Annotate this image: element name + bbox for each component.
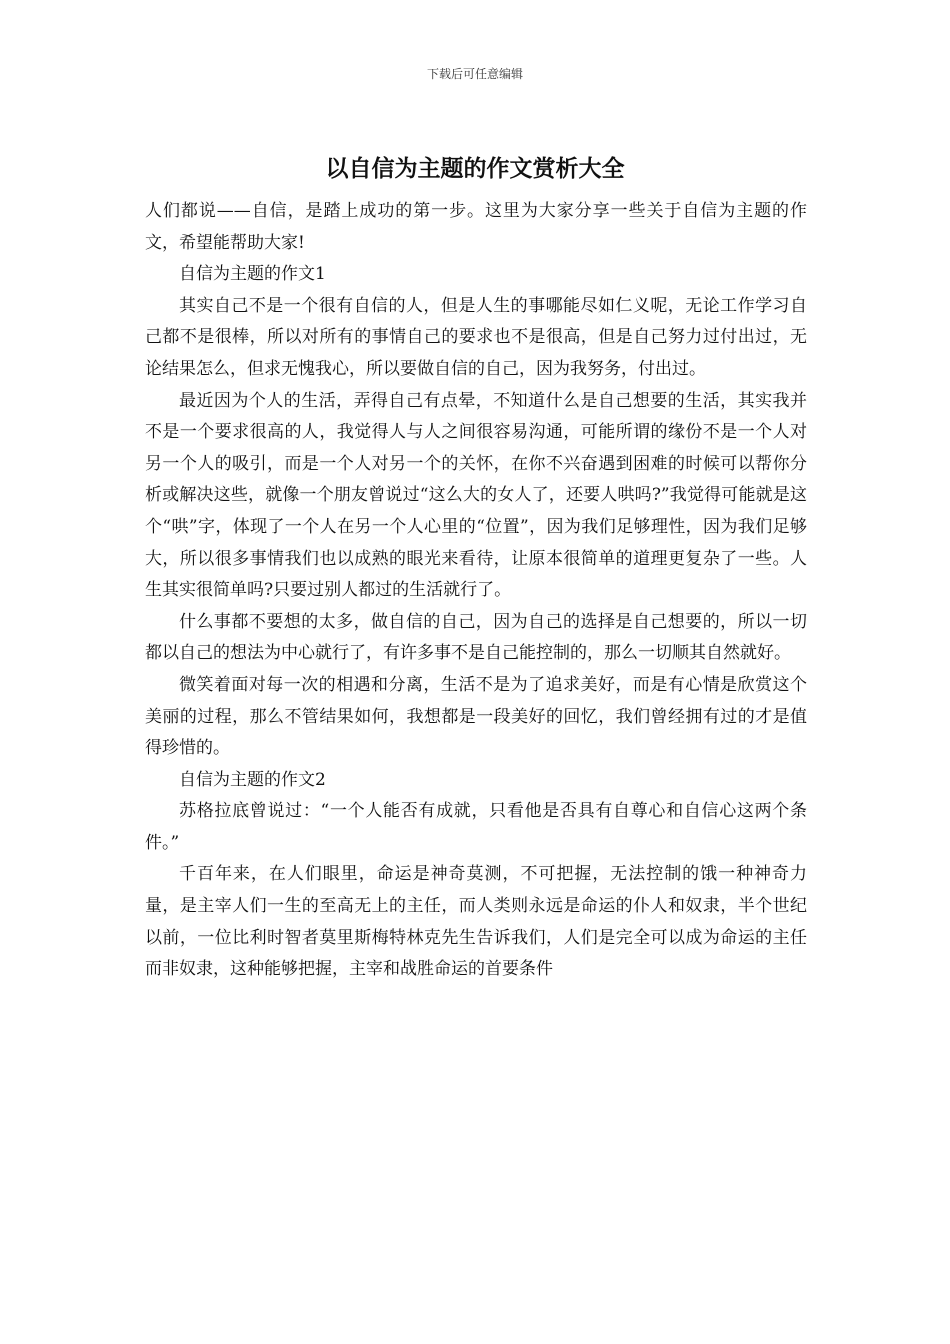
section-heading-2: 自信为主题的作文2 — [179, 769, 326, 790]
paragraph: 其实自己不是一个很有自信的人，但是人生的事哪能尽如仁义呢，无论工作学习自己都不是很棒，所以对所有的事情自己的要求也不是很高，但是自己努力过付出过，无论结果怎么，但求无愧我心，所以要做自信的自己，因为我努务，付出过。 — [145, 295, 807, 379]
document-title: 以自信为主题的作文赏析大全 — [325, 155, 625, 182]
document-body — [145, 196, 807, 986]
paragraph: 苏格拉底曾说过：“一个人能否有成就，只看他是否具有自尊心和自信心这两个条件。” — [145, 801, 807, 853]
paragraph: 什么事都不要想的太多，做自信的自己，因为自己的选择是自己想要的，所以一切都以自己的想法为中心就行了，有许多事不是自己能控制的，那么一切顺其自然就好。 — [145, 611, 807, 664]
paragraph-intro: 人们都说——自信，是踏上成功的第一步。这里为大家分享一些关于自信为主题的作文，希望能帮助大家! — [145, 201, 807, 253]
paragraph: 微笑着面对每一次的相遇和分离，生活不是为了追求美好，而是有心情是欣赏这个美丽的过程，那么不管结果如何，我想都是一段美好的回忆，我们曾经拥有过的才是值得珍惜的。 — [145, 674, 807, 759]
paragraph: 最近因为个人的生活，弄得自己有点晕，不知道什么是自己想要的生活，其实我并不是一个要求很高的人，我觉得人与人之间很容易沟通，可能所谓的缘份不是一个人对另一个人的吸引，而是一个人对另一个的关怀，在你不兴奋遇到困难的时候可以帮你分析或解决这些，就像一个朋友曾说过“这么大的女人了，还要人哄吗?”我觉得可能就是这个“哄”字，体现了一个人在另一个人心里的“位置”，因为我们足够理性，因为我们足够大，所以很多事情我们也以成熟的眼光来看待，让原本很简单的道理更复杂了一些。人生其实很简单吗?只要过别人都过的生活就行了。 — [145, 390, 807, 601]
paragraph: 千百年来，在人们眼里，命运是神奇莫测，不可把握，无法控制的饿一种神奇力量，是主宰人们一生的至高无上的主任，而人类则永远是命运的仆人和奴隶，半个世纪以前，一位比利时智者莫里斯梅特林克先生告诉我们，人们是完全可以成为命运的主任而非奴隶，这种能够把握，主宰和战胜命运的首要条件 — [145, 864, 807, 980]
page-header-note: 下载后可任意编辑 — [426, 67, 523, 81]
section-heading-1: 自信为主题的作文1 — [179, 264, 326, 285]
